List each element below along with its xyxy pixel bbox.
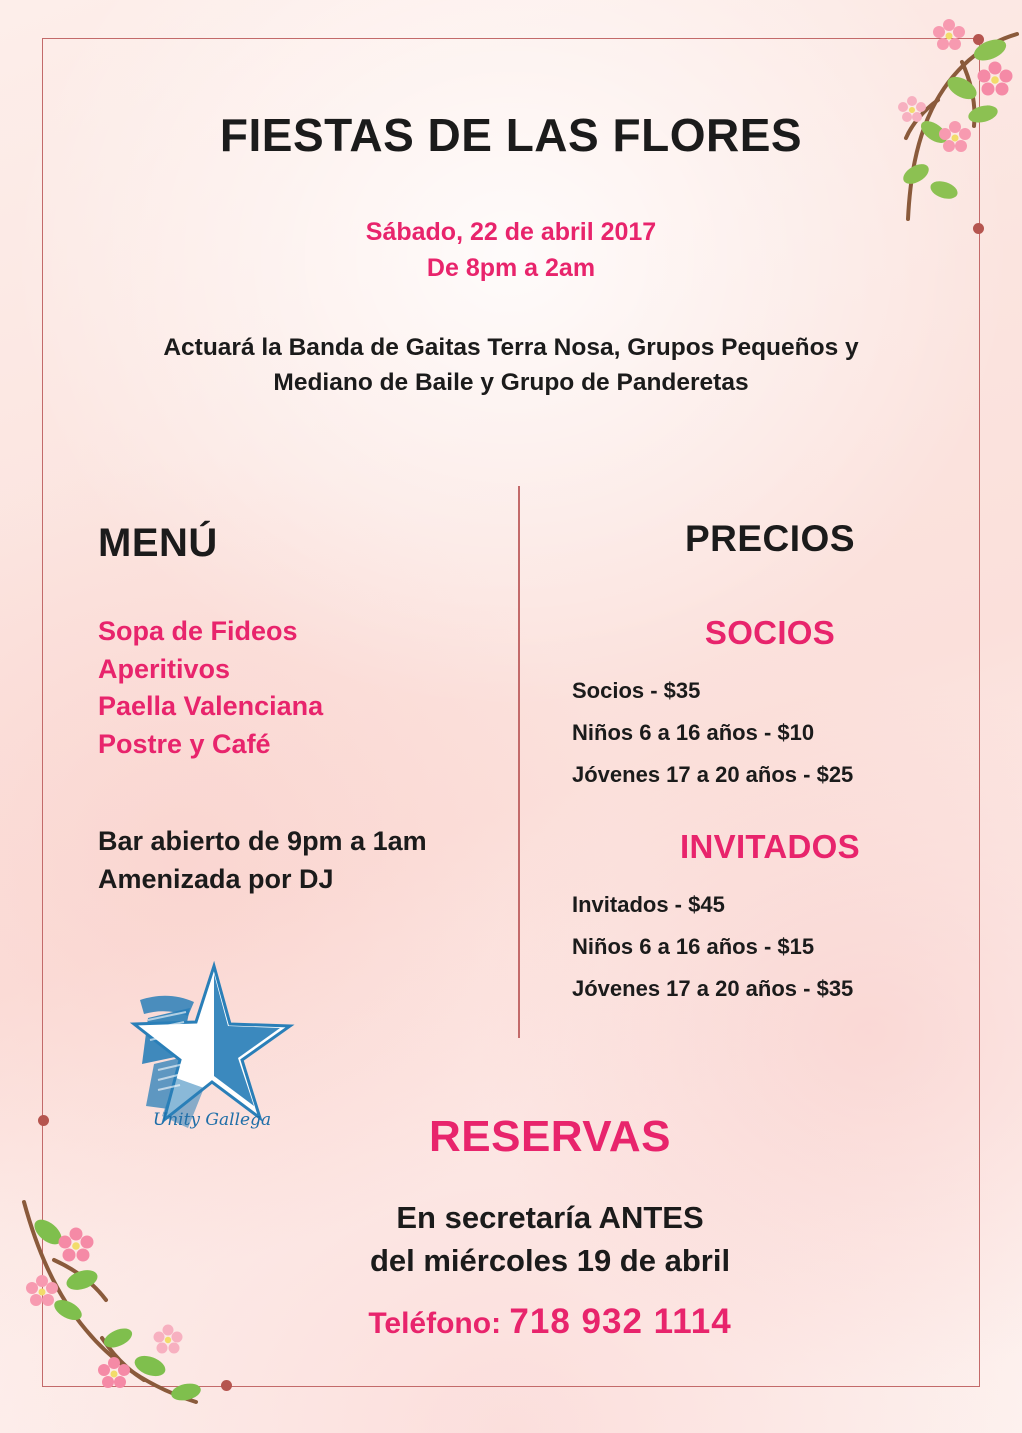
event-datetime xyxy=(0,214,1022,286)
unity-gallega-logo-icon xyxy=(118,960,308,1160)
phone-label: Teléfono: xyxy=(368,1307,502,1340)
frame-dot-left xyxy=(38,1115,49,1126)
menu-extra-info xyxy=(98,822,427,898)
phone-number[interactable]: 718 932 1114 xyxy=(509,1302,732,1341)
price-line: Jóvenes 17 a 20 años - $25 xyxy=(572,762,854,787)
reservations-line-2: del miércoles 19 de abril xyxy=(369,1243,731,1278)
event-date: Sábado, 22 de abril 2017 xyxy=(365,218,657,246)
event-description: Actuará la Banda de Gaitas Terra Nosa, Grupos Pequeños y Mediano de Baile y Grupo de Panderetas xyxy=(163,334,859,396)
menu-item: Aperitivos xyxy=(98,653,231,684)
frame-dot-bottom xyxy=(221,1380,232,1391)
frame-dot-top-right xyxy=(973,34,984,45)
page-title: FIESTAS DE LAS FLORES xyxy=(219,109,803,161)
menu-item: Paella Valenciana xyxy=(98,691,324,721)
prices-group-title-socios: SOCIOS xyxy=(704,614,836,651)
phone-row xyxy=(260,1302,840,1342)
price-line: Niños 6 a 16 años - $10 xyxy=(572,720,815,745)
price-line: Niños 6 a 16 años - $15 xyxy=(572,934,815,959)
prices-socios-list xyxy=(572,670,853,796)
menu-items xyxy=(98,613,323,763)
reservations-line-1: En secretaría ANTES xyxy=(396,1200,704,1235)
logo-caption: Unity Gallega xyxy=(152,1110,272,1130)
menu-heading: MENÚ xyxy=(98,521,218,565)
reservations-text xyxy=(260,1196,840,1282)
price-line: Jóvenes 17 a 20 años - $35 xyxy=(572,976,854,1001)
menu-item: Postre y Café xyxy=(98,728,271,759)
menu-item: Sopa de Fideos xyxy=(98,616,298,646)
column-divider xyxy=(518,486,520,1038)
price-line: Invitados - $45 xyxy=(572,892,725,917)
prices-group-title-invitados: INVITADOS xyxy=(680,828,860,865)
bar-hours: Bar abierto de 9pm a 1am xyxy=(98,826,427,856)
floral-branch-bottom-left-icon xyxy=(10,1188,225,1423)
prices-invitados-list xyxy=(572,884,853,1010)
dj-info: Amenizada por DJ xyxy=(98,864,334,894)
reservations-heading: RESERVAS xyxy=(428,1112,671,1161)
prices-heading: PRECIOS xyxy=(684,518,856,559)
price-line: Socios - $35 xyxy=(572,678,701,703)
event-time: De 8pm a 2am xyxy=(426,254,596,282)
